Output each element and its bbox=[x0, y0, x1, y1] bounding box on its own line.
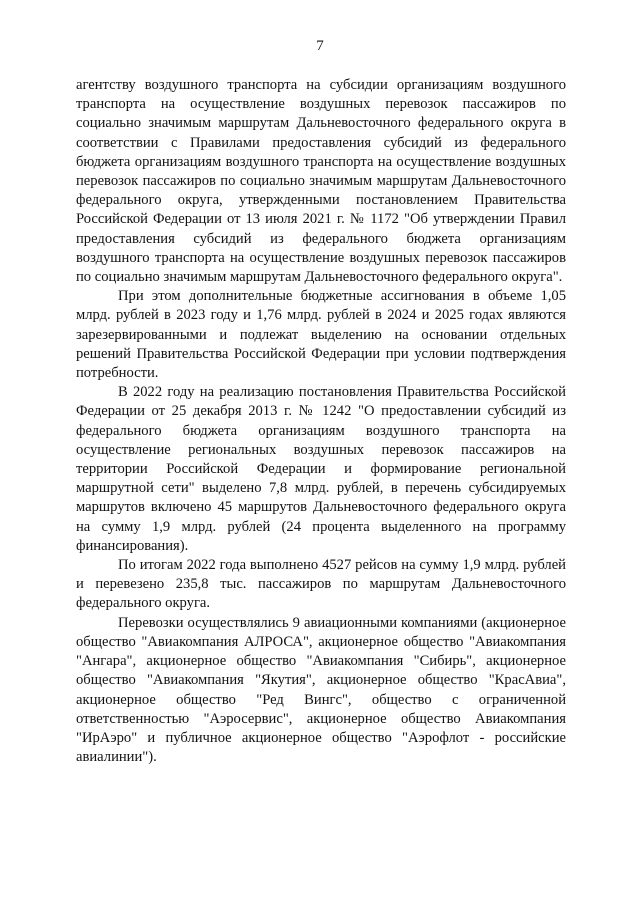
paragraph-continuation: агентству воздушного транспорта на субсидии организациям воздушного транспорта на осуществление воздушных перевозок пассажиров по социально значимым маршрутам Дальневосточного федерального округа в соответствии с Правилами предоставления субсидий из федерального бюджета организациям воздушного транспорта на осуществление воздушных перевозок пассажиров по социально значимым маршрутам Дальневосточного федерального округа, утвержденными постановлением Правительства Российской Федерации от 13 июля 2021 г. № 1172 "Об утверждении Правил предоставления субсидий из федерального бюджета организациям воздушного транспорта на осуществление воздушных перевозок пассажиров по социально значимым маршрутам Дальневосточного федерального округа". bbox=[76, 77, 566, 286]
paragraph-airlines: Перевозки осуществлялись 9 авиационными компаниями (акционерное общество "Авиакомпания АЛРОСА", акционерное общество "Авиакомпания "Ангара", акционерное общество "Авиакомпания "Сибирь", акционерное общество "Авиакомпания "Якутия", акционерное общество "КрасАвиа", акционерное общество "Ред Вингс", общество с ограниченной ответственностью "Аэросервис", акционерное общество Авиакомпания "ИрАэро" и публичное акционерное общество "Аэрофлот - российские авиалинии"). bbox=[76, 614, 566, 766]
paragraph-2022-results: По итогам 2022 года выполнено 4527 рейсов на сумму 1,9 млрд. рублей и перевезено 235,8 тыс. пассажиров по маршрутам Дальневосточного федерального округа. bbox=[76, 557, 566, 612]
paragraph-2022-subsidies: В 2022 году на реализацию постановления Правительства Российской Федерации от 25 декабря 2013 г. № 1242 "О предоставлении субсидий из федерального бюджета организациям воздушного транспорта на осуществление региональных воздушных перевозок пассажиров на территории Российской Федерации и формирование региональной маршрутной сети" выделено 7,8 млрд. рублей, в перечень субсидируемых маршрутов включено 45 маршрутов Дальневосточного федерального округа на сумму 1,9 млрд. рублей (24 процента выделенного на программу финансирования). bbox=[76, 384, 566, 554]
document-body bbox=[76, 76, 566, 767]
page-number: 7 bbox=[316, 38, 324, 54]
paragraph-reserved-allocations: При этом дополнительные бюджетные ассигнования в объеме 1,05 млрд. рублей в 2023 году и 1,76 млрд. рублей в 2024 и 2025 годах являются зарезервированными и подлежат выделению на основании отдельных решений Правительства Российской Федерации при условии подтверждения потребности. bbox=[76, 288, 566, 382]
